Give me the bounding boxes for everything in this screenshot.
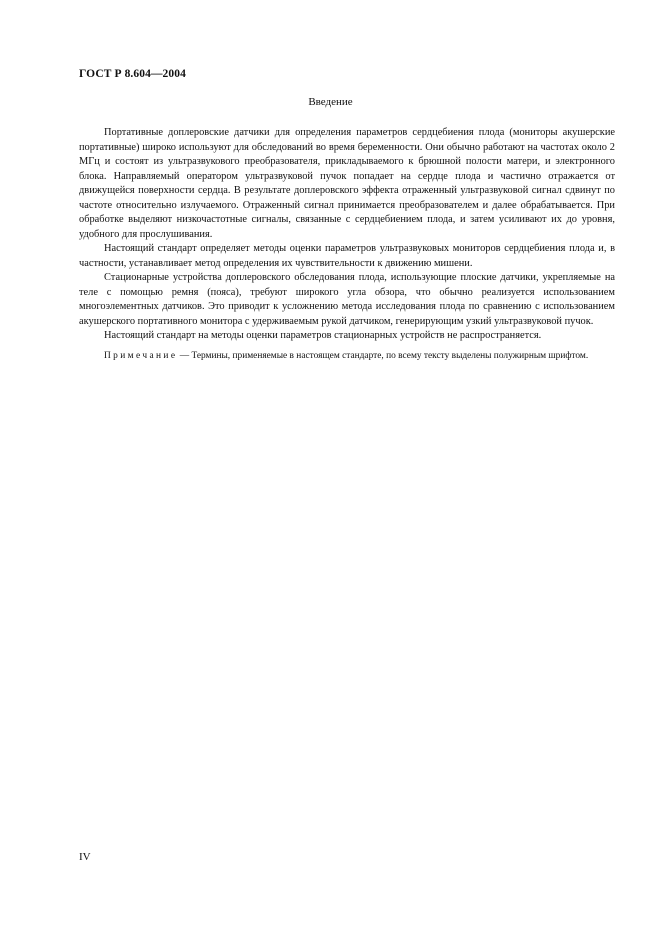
paragraph-3: Стационарные устройства доплеровского обследования плода, использующие плоские датчики, укрепляемые на теле с помощью ремня (пояса), требуют широкого угла обзора, что обычно реализуется использованием многоэлементных датчиков. Это приводит к усложнению метода исследования плода по сравнению с использованием акушерского портативного монитора с удерживаемым рукой датчиком, генерирующим узкий ультразвуковой пучок. — [79, 272, 615, 327]
page-number: IV — [79, 851, 91, 863]
note-label: Примечание — [104, 351, 178, 361]
note-text: — Термины, применяемые в настоящем стандарте, по всему тексту выделены полужирным шрифтом. — [177, 351, 589, 361]
paragraph-4: Настоящий стандарт на методы оценки параметров стационарных устройств не распространяется. — [104, 330, 542, 341]
main-text — [79, 126, 615, 344]
document-code-header: ГОСТ Р 8.604—2004 — [79, 68, 186, 80]
section-title: Введение — [308, 96, 353, 108]
paragraph-2: Настоящий стандарт определяет методы оценки параметров ультразвуковых мониторов сердцебиения плода и, в частности, устанавливает метод определения их чувствительности к движению мишени. — [79, 243, 615, 269]
paragraph-1: Портативные доплеровские датчики для определения параметров сердцебиения плода (мониторы акушерские портативные) широко используют для обследований во время беременности. Они обычно работают на частотах около 2 МГц и состоят из ультразвукового преобразователя, прикладываемого к брюшной полости матери, и электронного блока. Направляемый оператором ультразвуковой пучок попадает на сердце плода и частично отражается от движущейся поверхности сердца. В результате доплеровского эффекта отраженный ультразвуковой сигнал сдвинут по частоте относительно излучаемого. Отраженный сигнал принимается преобразователем и далее обрабатывается. При обработке выделяют низкочастотные сигналы, связанные с сердцебиением плода, и затем усиливают их до уровня, удобного для прослушивания. — [79, 127, 615, 240]
note-block — [79, 350, 615, 363]
